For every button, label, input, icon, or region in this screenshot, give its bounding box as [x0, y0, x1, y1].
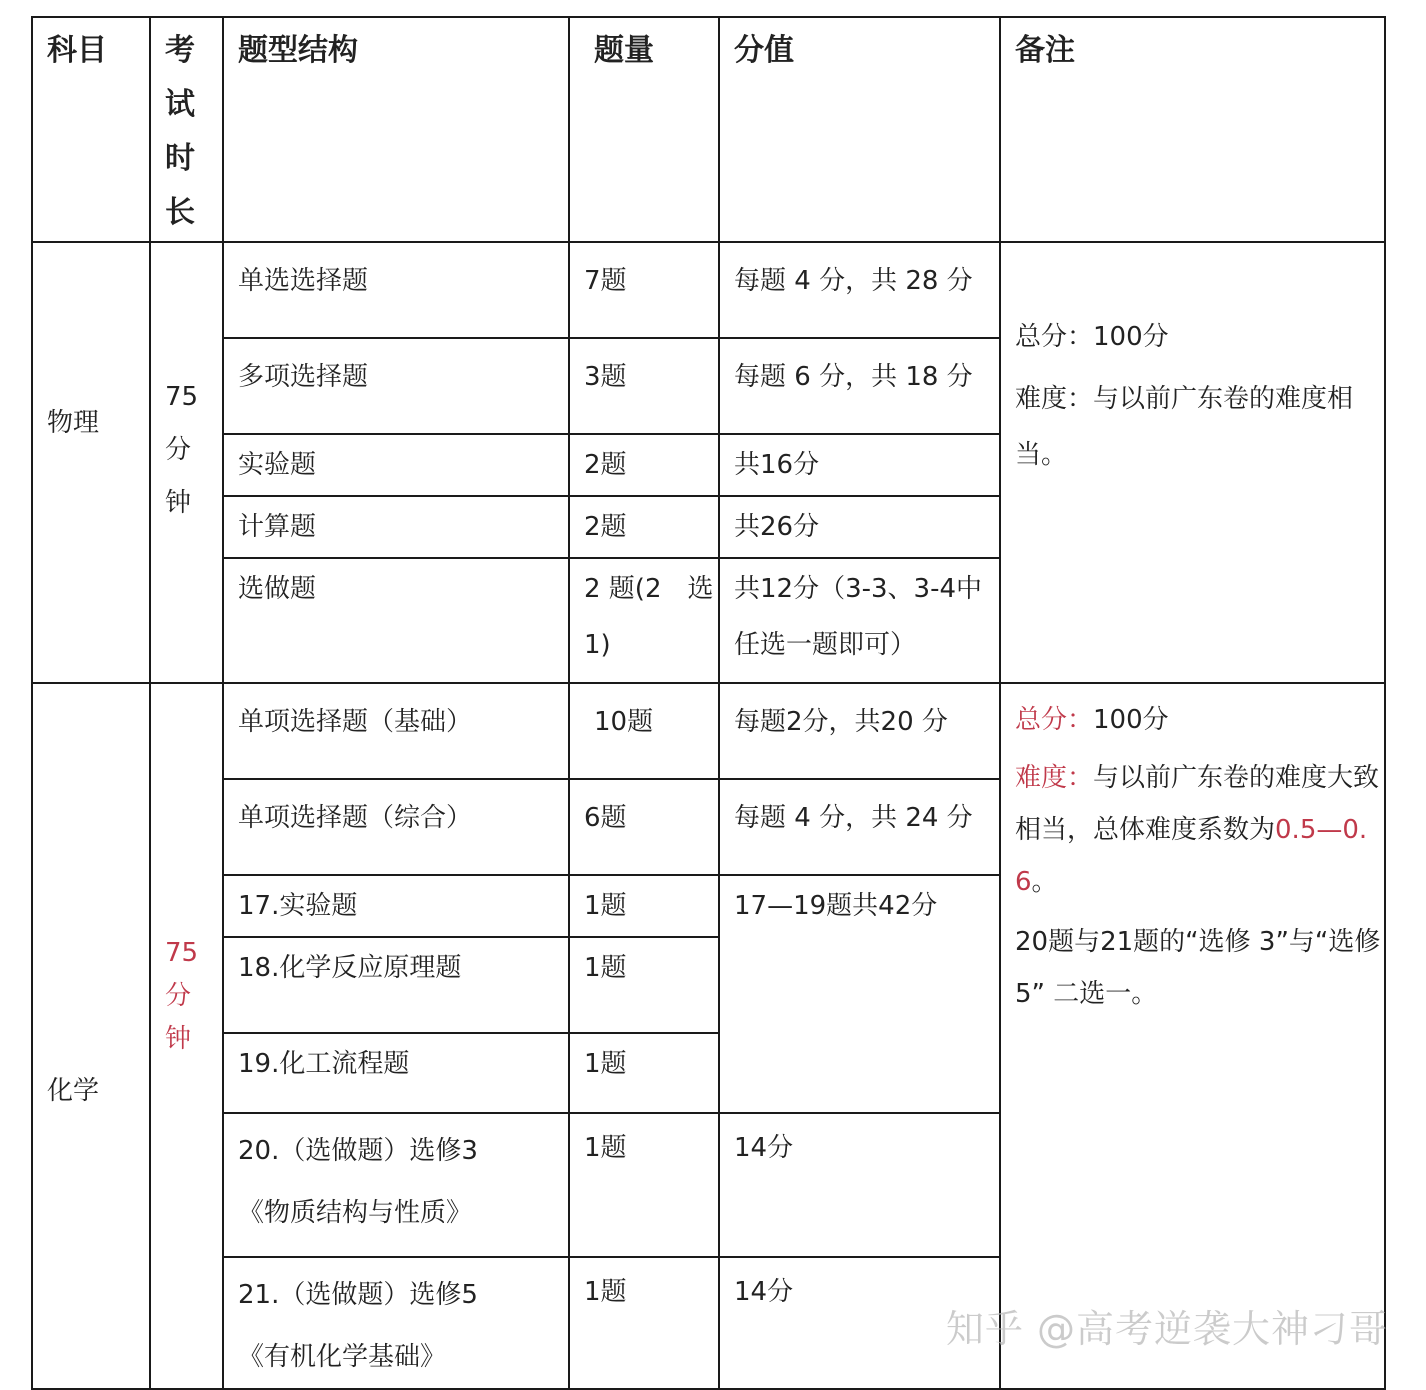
chemistry-note-total-label: 总分：: [1015, 705, 1094, 735]
chemistry-note-elective: 20题与21题的“选修 3”与“选修 5” 二选一。: [1015, 927, 1381, 1009]
physics-notes: [1000, 242, 1385, 683]
physics-subject: 物理: [32, 242, 150, 683]
chemistry-note-difficulty: [1015, 752, 1384, 908]
physics-type-3: 实验题: [223, 434, 569, 496]
chemistry-type-2: 单项选择题（综合）: [223, 779, 569, 875]
header-structure: 题型结构: [223, 17, 569, 242]
chemistry-type-3: 17.实验题: [223, 875, 569, 937]
header-row: [32, 17, 1385, 242]
physics-count-3: 2题: [569, 434, 719, 496]
chemistry-type-1: 单项选择题（基础）: [223, 683, 569, 779]
header-score: 分值: [719, 17, 1000, 242]
chemistry-score-7: 14分: [719, 1257, 1000, 1389]
chemistry-note-total: [1015, 694, 1384, 746]
physics-note-difficulty: 难度：与以前广东卷的难度相当。: [1015, 384, 1354, 470]
physics-type-4: 计算题: [223, 496, 569, 558]
physics-score-2: 每题 6 分，共 18 分: [719, 338, 1000, 434]
chemistry-type-4: 18.化学反应原理题: [223, 937, 569, 1033]
chemistry-row-1: [32, 683, 1385, 779]
chemistry-note-difficulty-label: 难度：: [1015, 763, 1094, 793]
physics-row-1: [32, 242, 1385, 338]
chemistry-score-6: 14分: [719, 1113, 1000, 1257]
physics-score-3: 共16分: [719, 434, 1000, 496]
physics-note-total: 总分：100分: [1015, 322, 1169, 352]
physics-type-2: 多项选择题: [223, 338, 569, 434]
physics-type-1: 单选选择题: [223, 242, 569, 338]
chemistry-subject: 化学: [32, 683, 150, 1389]
physics-score-5: 共12分（3-3、3-4中任选一题即可）: [719, 558, 1000, 683]
physics-duration-unit: 分钟: [165, 435, 192, 518]
physics-score-1: 每题 4 分，共 28 分: [719, 242, 1000, 338]
chemistry-type-6: 20.（选做题）选修3《物质结构与性质》: [223, 1113, 569, 1257]
chemistry-count-2: 6题: [569, 779, 719, 875]
chemistry-duration: [150, 683, 223, 1389]
chemistry-duration-num: 75: [165, 937, 199, 968]
zhihu-watermark: 知乎 @高考逆袭大神刁哥: [945, 1307, 1388, 1351]
chemistry-score-2: 每题 4 分，共 24 分: [719, 779, 1000, 875]
physics-count-5: 2 题(2 选 1): [569, 558, 719, 683]
chemistry-count-1: 10题: [569, 683, 719, 779]
header-subject: 科目: [32, 17, 150, 242]
chemistry-count-6: 1题: [569, 1113, 719, 1257]
header-notes: 备注: [1000, 17, 1385, 242]
chemistry-type-5: 19.化工流程题: [223, 1033, 569, 1113]
chemistry-count-7: 1题: [569, 1257, 719, 1389]
physics-count-1: 7题: [569, 242, 719, 338]
exam-structure-table: [31, 16, 1386, 1390]
chemistry-type-7: 21.（选做题）选修5《有机化学基础》: [223, 1257, 569, 1389]
physics-count-4: 2题: [569, 496, 719, 558]
physics-type-5: 选做题: [223, 558, 569, 683]
chemistry-notes: [1000, 683, 1385, 1389]
chemistry-score-3: 17—19题共42分: [719, 875, 1000, 1113]
header-duration: 考试时长: [150, 17, 223, 242]
chemistry-count-3: 1题: [569, 875, 719, 937]
chemistry-note-total-value: 100分: [1093, 705, 1169, 735]
physics-duration-num: 75: [165, 382, 199, 412]
chemistry-duration-unit: 分钟: [165, 980, 192, 1054]
header-count: 题量: [569, 17, 719, 242]
chemistry-note-difficulty-range: 0.5—0.6: [1015, 815, 1368, 897]
chemistry-count-5: 1题: [569, 1033, 719, 1113]
physics-count-2: 3题: [569, 338, 719, 434]
physics-score-4: 共26分: [719, 496, 1000, 558]
chemistry-note-difficulty-end: 。: [1031, 867, 1058, 897]
physics-duration: [150, 242, 223, 683]
chemistry-note-difficulty-text: 与以前广东卷的难度大致相当，总体难度系数为: [1015, 763, 1380, 845]
exam-structure-table-wrapper: [31, 16, 1386, 1390]
chemistry-count-4: 1题: [569, 937, 719, 1033]
chemistry-score-1: 每题2分，共20 分: [719, 683, 1000, 779]
